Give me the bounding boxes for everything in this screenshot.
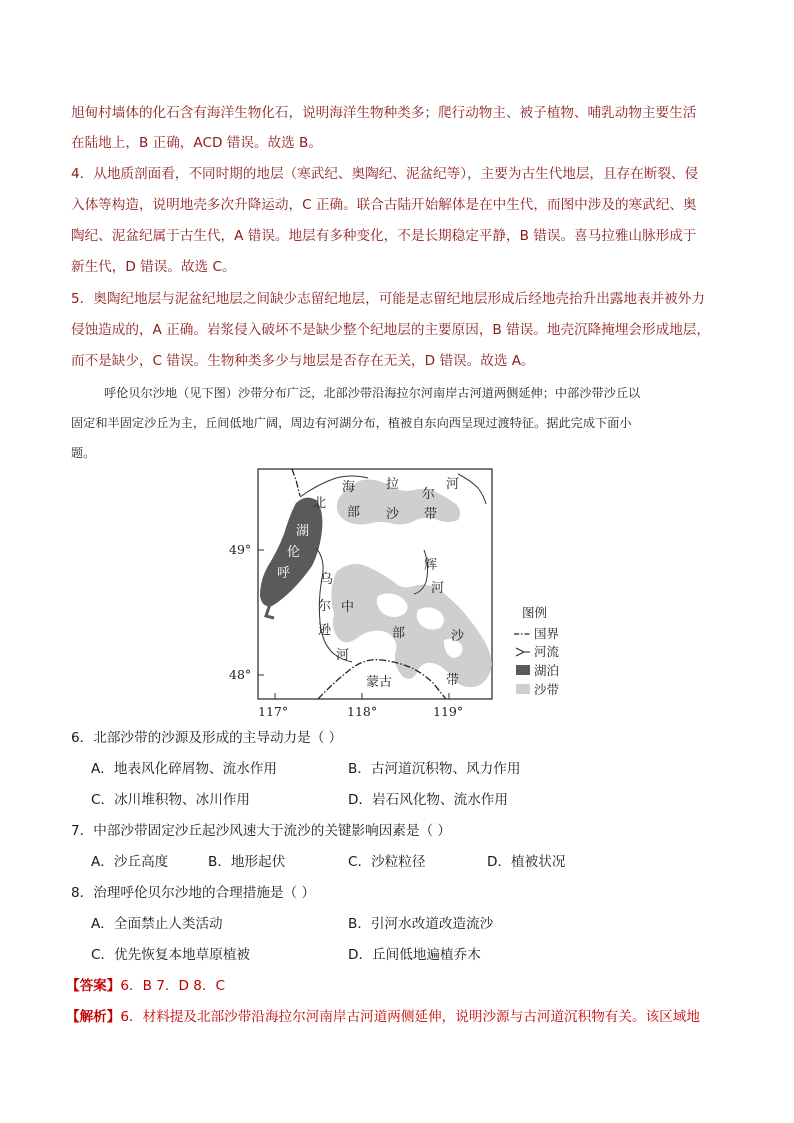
label-north-he: 河: [446, 477, 460, 492]
lon-tick-119: 119°: [433, 704, 464, 719]
q7-option-b[interactable]: B．地形起伏: [208, 854, 286, 870]
legend-lake-swatch: [516, 665, 530, 675]
q7-option-a[interactable]: A．沙丘高度: [91, 854, 169, 870]
label-north-dai: 带: [424, 507, 438, 522]
label-north-sha: 沙: [386, 507, 400, 522]
q7-stem: 7．中部沙带固定沙丘起沙风速大于流沙的关键影响因素是（ ）: [71, 823, 451, 839]
label-wu-1: 乌: [320, 572, 334, 587]
label-mid-zhong: 中: [341, 600, 355, 615]
label-north: 北: [313, 496, 327, 511]
label-north-hai: 海: [342, 480, 356, 495]
analysis-text: 6．材料提及北部沙带沿海拉尔河南岸古河道两侧延伸，说明沙源与古河道沉积物有关。该区域地: [120, 1009, 700, 1025]
q6-option-a[interactable]: A．地表风化碎屑物、流水作用: [91, 761, 278, 777]
label-hui: 辉: [424, 558, 438, 573]
item4-line: 陶纪、泥盆纪属于古生代，A 错误。地层有多种变化，不是长期稳定平静，B 错误。喜马拉雅山脉形成于: [71, 228, 697, 244]
q8-option-d[interactable]: D．丘间低地遍植乔木: [348, 947, 481, 963]
label-hui-he: 河: [431, 581, 445, 596]
lat-tick-49: 49°: [229, 542, 252, 557]
analysis-line: [66, 1008, 700, 1026]
item4-line: 入体等构造，说明地壳多次升降运动，C 正确。联合古陆开始解体是在中生代，而图中涉及的寒武纪、奥: [71, 197, 697, 213]
label-mongolia: 蒙古: [366, 675, 393, 690]
q6-option-d[interactable]: D．岩石风化物、流水作用: [348, 792, 508, 808]
label-mid-sha: 沙: [451, 629, 465, 644]
q6-stem: 6．北部沙带的沙源及形成的主导动力是（ ）: [71, 730, 343, 746]
analysis-tag: 【解析】: [66, 1009, 121, 1025]
q8-option-c[interactable]: C．优先恢复本地草原植被: [91, 947, 251, 963]
label-north-bu: 部: [347, 505, 361, 520]
label-wu-3: 逊: [318, 623, 332, 638]
label-wu-2: 尔: [318, 599, 332, 614]
item5-line: 5．奥陶纪地层与泥盆纪地层之间缺少志留纪地层，可能是志留纪地层形成后经地壳抬升出露地表并被外力: [71, 291, 705, 307]
legend-river: 河流: [534, 644, 560, 659]
passage-line: 固定和半固定沙丘为主，丘间低地广阔，周边有河湖分布，植被自东向西呈现过渡特征。据此完成下面小: [71, 416, 632, 430]
legend-lake: 湖泊: [534, 663, 560, 678]
label-wu-4: 河: [336, 648, 350, 663]
legend-sand-swatch: [516, 684, 530, 694]
q8-option-b[interactable]: B．引河水改道改造流沙: [348, 916, 494, 932]
item5-line: 侵蚀造成的，A 正确。岩浆侵入破坏不是缺少整个纪地层的主要原因，B 错误。地壳沉降掩埋会形成地层，: [71, 322, 710, 338]
passage-line: 题。: [71, 446, 96, 460]
lon-tick-118: 118°: [347, 704, 378, 719]
legend-sand: 沙带: [534, 682, 560, 697]
label-lake-3: 呼: [277, 566, 291, 581]
label-lake-1: 湖: [296, 524, 310, 539]
q6-option-c[interactable]: C．冰川堆积物、冰川作用: [91, 792, 251, 808]
lat-tick-48: 48°: [229, 667, 252, 682]
answer-tag: 【答案】: [66, 978, 121, 994]
label-mid-dai: 带: [446, 673, 460, 688]
label-north-la: 拉: [386, 477, 400, 492]
legend-border: 国界: [534, 626, 560, 641]
q6-option-b[interactable]: B．古河道沉积物、风力作用: [348, 761, 521, 777]
item5-line: 而不是缺少，C 错误。生物种类多少与地层是否存在无关，D 错误。故选 A。: [71, 353, 535, 369]
q8-stem: 8．治理呼伦贝尔沙地的合理措施是（ ）: [71, 885, 316, 901]
item4-line: 新生代，D 错误。故选 C。: [71, 259, 236, 275]
prev-explanation-line: 旭甸村墙体的化石含有海洋生物化石，说明海洋生物种类多；爬行动物主、被子植物、哺乳动物主要生活: [71, 105, 697, 121]
answer-text: 6．B 7．D 8．C: [120, 978, 226, 994]
q7-option-d[interactable]: D．植被状况: [487, 854, 566, 870]
q8-option-a[interactable]: A．全面禁止人类活动: [91, 916, 223, 932]
answer-line: [66, 977, 225, 995]
lon-tick-117: 117°: [258, 704, 289, 719]
legend-river-swatch: [516, 648, 530, 656]
passage-line: 呼伦贝尔沙地（见下图）沙带分布广泛，北部沙带沿海拉尔河南岸古河道两侧延伸；中部沙带沙丘以: [104, 386, 641, 400]
q7-option-c[interactable]: C．沙粒粒径: [348, 854, 426, 870]
prev-explanation-line: 在陆地上，B 正确，ACD 错误。故选 B。: [71, 135, 322, 151]
label-north-er: 尔: [422, 487, 436, 502]
item4-line: 4．从地质剖面看，不同时期的地层（寒武纪、奥陶纪、泥盆纪等），主要为古生代地层，且存在断裂、侵: [71, 166, 699, 182]
label-lake-2: 伦: [287, 545, 301, 560]
label-mid-bu: 部: [392, 626, 406, 641]
legend-title: 图例: [522, 605, 548, 620]
